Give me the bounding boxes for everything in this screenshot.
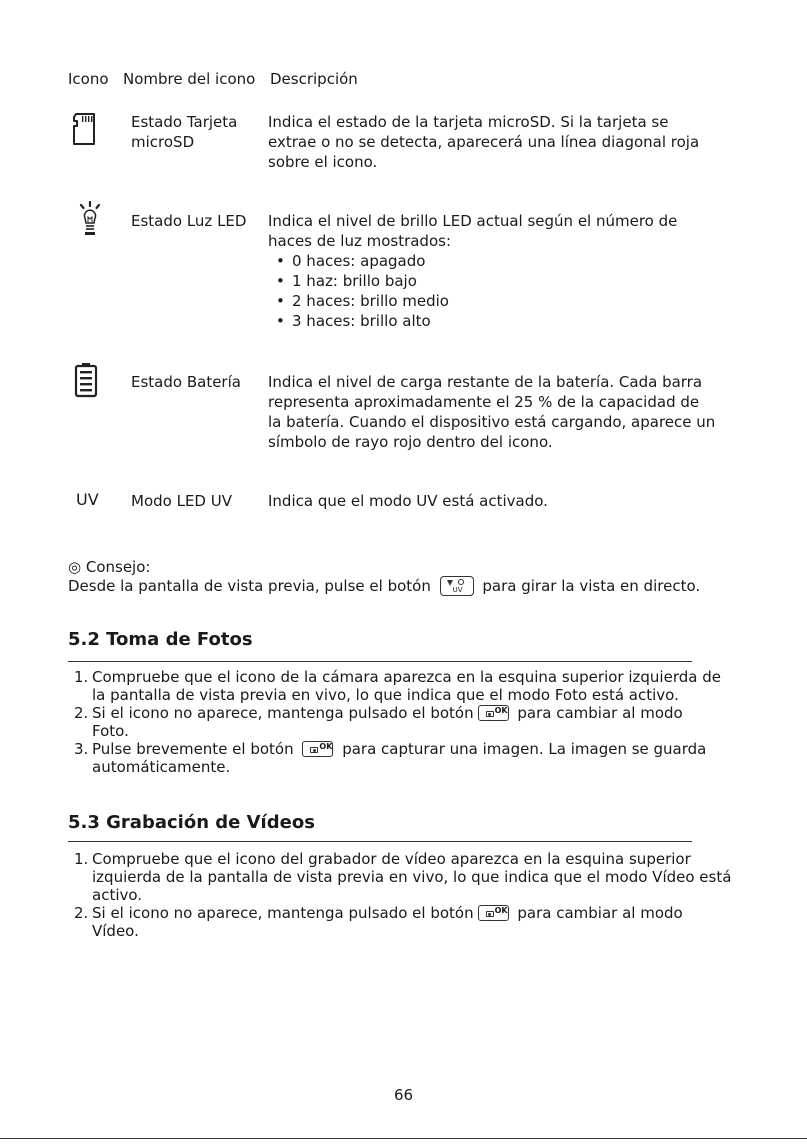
led-bulb-icon [77,200,103,242]
row-uv-name: Modo LED UV [131,492,232,510]
section-divider [68,661,692,662]
section-title-videos: 5.3 Grabación de Vídeos [68,812,315,833]
list-item: • 1 haz: brillo bajo [268,271,698,291]
videos-steps-list [74,850,732,940]
row-battery-name: Estado Batería [131,373,241,391]
tip-text: Desde la pantalla de vista previa, pulse el botón UV para girar la vista en directo. [68,577,701,595]
row-led-description: Indica el nivel de brillo LED actual según el número de haces de luz mostrados: • 0 haces: apagado • 1 haz: brillo bajo • 2 haces: brillo medio • 3 haces: brillo alto [268,211,698,331]
list-item: 3. Pulse brevemente el botón OK para capturar una imagen. La imagen se guarda automáticamente. [74,740,707,776]
list-item: • 3 haces: brillo alto [268,311,698,331]
list-item: 1. Compruebe que el icono de la cámara aparezca en la esquina superior izquierda de la pantalla de vista previa en vivo, lo que indica que el modo Foto está activo. [74,668,721,704]
row-uv-description: Indica que el modo UV está activado. [268,492,548,510]
header-description: Descripción [270,70,358,88]
tip-title: ◎ Consejo: [68,558,151,576]
camera-ok-button-icon: OK [478,905,509,921]
section-divider [68,841,692,842]
camera-ok-button-icon: OK [478,705,509,721]
page-number: 66 [393,1086,414,1104]
camera-ok-button-icon: OK [302,741,333,757]
header-icon-name: Nombre del icono [123,70,256,88]
header-icon: Icono [68,70,109,88]
list-item: • 0 haces: apagado [268,251,698,271]
row-microsd-description: Indica el estado de la tarjeta microSD. Si la tarjeta se extrae o no se detecta, aparecerá una línea diagonal roja sobre el icono. [268,113,700,171]
microsd-card-icon [72,112,98,146]
row-microsd-name: Estado Tarjeta microSD [131,113,238,151]
uv-icon: UV [76,490,99,509]
photos-steps-list [74,668,721,776]
battery-icon [74,362,98,398]
list-item: 2. Si el icono no aparece, mantenga pulsado el botón OK para cambiar al modo Vídeo. [74,904,683,940]
row-battery-description: Indica el nivel de carga restante de la batería. Cada barra representa aproximadamente el 25 % de la capacidad de la batería. Cuando el dispositivo está cargando, aparece un símbolo de rayo rojo dentro del icono. [268,373,716,451]
list-item: • 2 haces: brillo medio [268,291,698,311]
led-levels-list [268,251,698,331]
page-bottom-border [0,1138,807,1139]
list-item: 1. Compruebe que el icono del grabador de vídeo aparezca en la esquina superior izquierda de la pantalla de vista previa en vivo, lo que indica que el modo Vídeo está activo. [74,850,732,904]
section-title-photos: 5.2 Toma de Fotos [68,629,253,650]
list-item: 2. Si el icono no aparece, mantenga pulsado el botón OK para cambiar al modo Foto. [74,704,683,740]
rotate-uv-button-icon: UV [440,576,474,596]
row-led-name: Estado Luz LED [131,212,247,230]
